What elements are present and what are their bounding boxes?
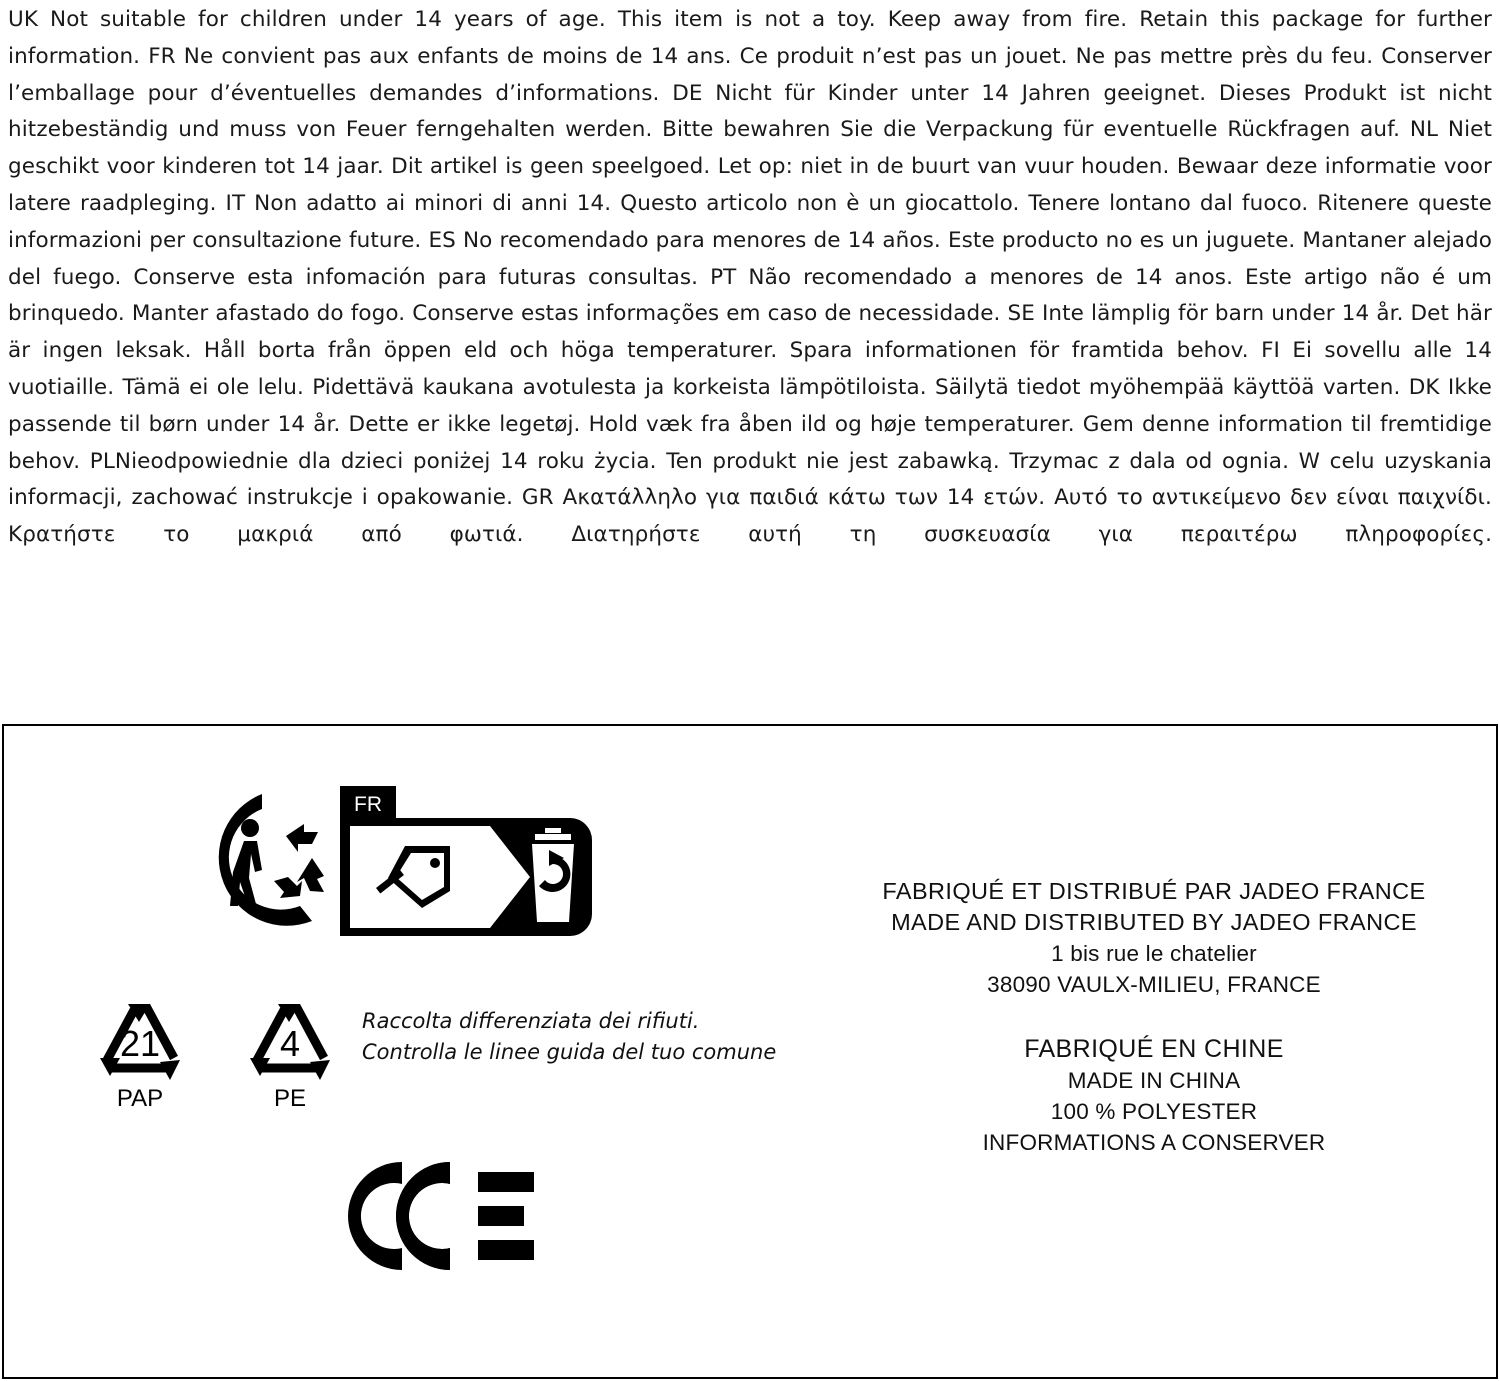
waste-sorting-line-1: Raccolta differenziata dei rifiuti. [362,1009,700,1033]
address-line-4: 38090 VAULX-MILIEU, FRANCE [987,972,1321,997]
waste-sorting-note [362,1006,832,1068]
pap-label: PAP [116,1085,164,1112]
pe-label: PE [273,1085,307,1112]
pap-number: 21 [119,1023,161,1064]
triman-fr-label: FR [354,793,382,816]
manufacturer-address-block [834,876,1474,1158]
waste-sorting-line-2: Controlla le linee guida del tuo comune [362,1040,777,1064]
warning-paragraph: UK Not suitable for children under 14 years of age. This item is not a toy. Keep away from fire. Retain this package for further information. FR Ne convient pas aux enfants de moins de 14 ans. Ce produit n’est pas un jouet. Ne pas mettre près du feu. Conserver l’emballage pour d’éventuelles demandes d’informations. DE Nicht für Kinder unter 14 Jahren geeignet. Dieses Produkt ist nicht hitzebeständig und muss von Feuer ferngehalten werden. Bitte bewahren Sie die Verpackung für eventuelle Rückfragen auf. NL Niet geschikt voor kinderen tot 14 jaar. Dit artikel is geen speelgoed. Let op: niet in de buurt van vuur houden. Bewaar deze informatie voor latere raadpleging. IT Non adatto ai minori di anni 14. Questo articolo non è un giocattolo. Tenere lontano dal fuoco. Ritenere queste informazioni per consultazione future. ES No recomendado para menores de 14 años. Este producto no es un juguete. Mantaner alejado del fuego. Conserve esta infomación para futuras consultas. PT Não recomendado a menores de 14 anos. Este artigo não é um brinquedo. Manter afastado do fogo. Conserve estas informações em caso de necessidade. SE Inte lämplig för barn under 14 år. Det här är ingen leksak. Håll borta från öppen eld och höga temperaturer. Spara informationen för framtida behov. FI Ei sovellu alle 14 vuotiaille. Tämä ei ole lelu. Pidettävä kaukana avotulesta ja korkeista lämpötiloista. Säilytä tiedot myöhempää käyttöä varten. DK Ikke passende til børn under 14 år. Dette er ikke legetøj. Hold væk fra åben ild og høje temperaturer. Gem denne information til fremtidige behov. PLNieodpowiednie dla dzieci poniżej 14 roku życia. Ten produkt nie jest zabawką. Trzymac z dala od ognia. W celu uzyskania informacji, zachować instrukcje i opakowanie. GR Ακατάλληλο για παιδιά κάτω των 14 ετών. Αυτό το αντικείμενο δεν είναι παιχνίδι. Κρατήστε το μακριά από φωτιά. Διατηρήστε αυτή τη συσκευασία για περαιτέρω πληροφορίες. [8,7,1492,548]
address-spacer [834,1000,1474,1034]
ce-mark-icon [310,1156,540,1276]
material-recycling-codes [76,984,366,1114]
address-line-8: INFORMATIONS A CONSERVER [982,1130,1326,1155]
address-line-2: MADE AND DISTRIBUTED BY JADEO FRANCE [891,909,1417,935]
compliance-info-panel [2,724,1498,1379]
address-line-6: MADE IN CHINA [1067,1068,1241,1093]
address-line-1: FABRIQUÉ ET DISTRIBUÉ PAR JADEO FRANCE [882,878,1426,904]
multilingual-warning-text [8,2,1492,591]
triman-sorting-icon [200,786,600,946]
pe-number: 4 [279,1023,301,1064]
address-line-3: 1 bis rue le chatelier [1051,941,1257,966]
address-line-7: 100 % POLYESTER [1050,1099,1258,1124]
address-line-5: FABRIQUÉ EN CHINE [1024,1035,1284,1063]
